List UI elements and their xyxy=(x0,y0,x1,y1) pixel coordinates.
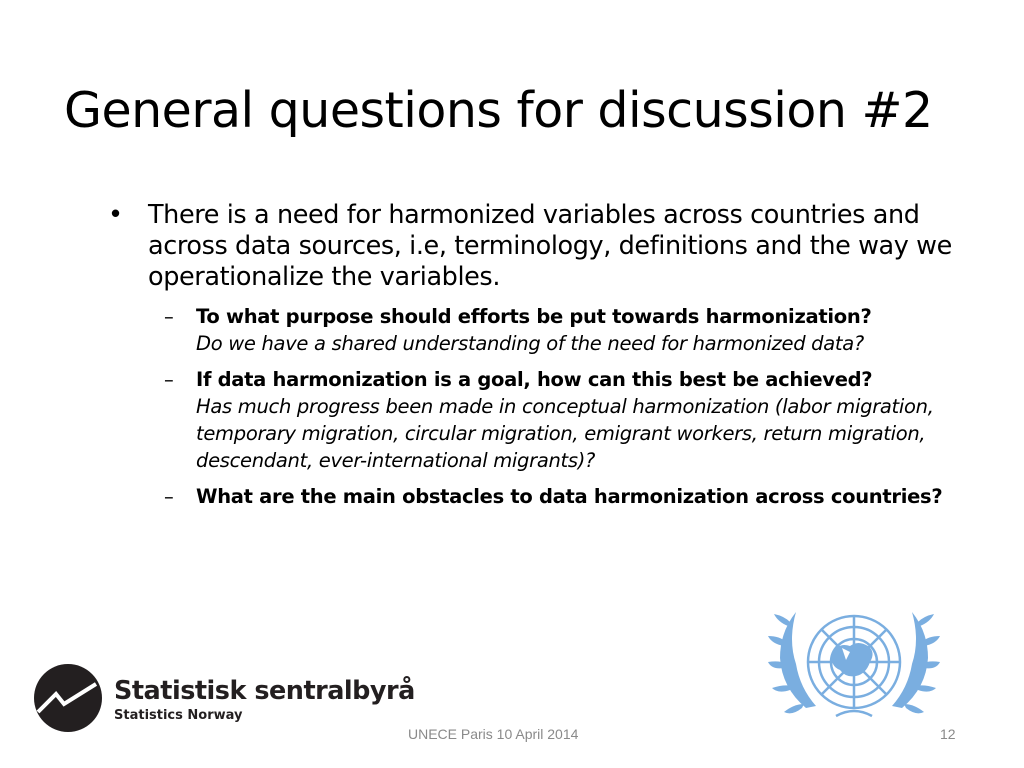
bullet-marker: • xyxy=(108,200,123,230)
footer-text: UNECE Paris 10 April 2014 xyxy=(408,726,579,742)
question-text: If data harmonization is a goal, how can this best be achieved? xyxy=(196,368,873,391)
main-bullet xyxy=(108,200,978,293)
ssb-logo xyxy=(34,664,415,740)
note-text: Do we have a shared understanding of the need for harmonized data? xyxy=(196,332,864,355)
ssb-logo-icon xyxy=(34,664,102,732)
question-text: To what purpose should efforts be put towards harmonization? xyxy=(196,305,872,328)
slide-title: General questions for discussion #2 xyxy=(64,82,933,139)
dash-marker: – xyxy=(164,485,174,508)
slide-content xyxy=(108,200,978,519)
sub-bullet-obstacles xyxy=(164,483,978,510)
dash-marker: – xyxy=(164,305,174,328)
dash-marker: – xyxy=(164,368,174,391)
logo-name: Statistisk sentralbyrå xyxy=(114,676,415,706)
main-bullet-text: There is a need for harmonized variables across countries and across data sources, i.e, terminology, definitions and the way we operationalize the variables. xyxy=(148,200,952,292)
logo-subtitle: Statistics Norway xyxy=(114,708,243,723)
sub-bullet-achieve xyxy=(164,366,978,474)
sub-bullet-list xyxy=(164,303,978,510)
un-emblem-icon xyxy=(766,596,942,746)
sub-bullet-purpose xyxy=(164,303,978,357)
page-number: 12 xyxy=(940,726,956,742)
note-text: Has much progress been made in conceptual harmonization (labor migration, temporary migration, circular migration, emigrant workers, return migration, descendant, ever-international migrants)? xyxy=(196,395,934,472)
question-text: What are the main obstacles to data harmonization across countries? xyxy=(196,485,943,508)
